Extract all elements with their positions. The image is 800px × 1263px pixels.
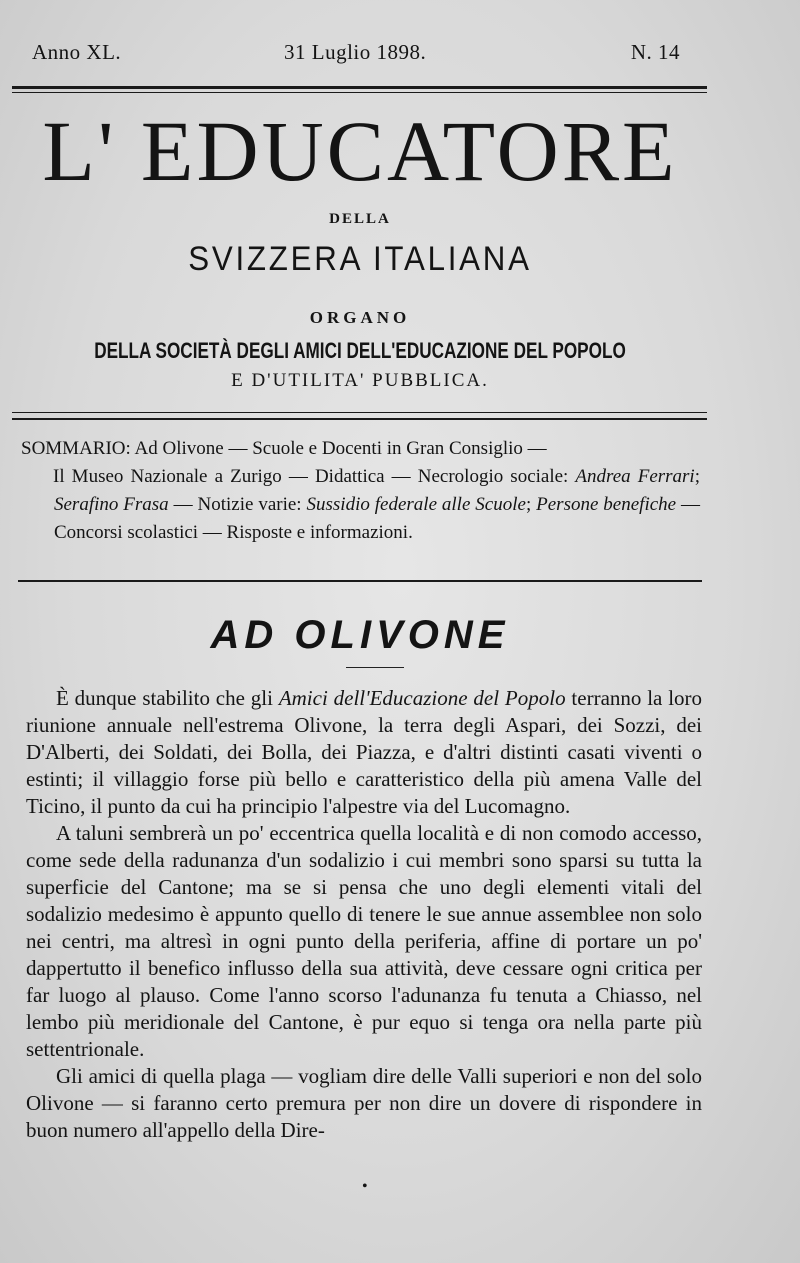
summary-line-1-text: Ad Olivone — Scuole e Docenti in Gran Consiglio — [134, 438, 547, 459]
newspaper-title: L' EDUCATORE [42, 103, 678, 199]
p1-rest: terranno la loro riunione annuale nell'estrema Olivone, la terra degli Aspari, dei Sozzi, dei D'Alberti, dei Soldati, dei Bolla, dei Piazza, e d'altri distinti casati viventi o estinti; il villaggio forse più bello e caratteristico della più amena Valle del Ticino, il punto da cui ha principio l'alpestre via del Lucomagno. [26, 686, 703, 818]
summary-line-2: Il Museo Nazionale a Zurigo — Didattica — Necrologio sociale: [53, 466, 569, 487]
article-heading: AD OLIVONE [210, 613, 510, 657]
p1-italic: Amici dell'Educazione del Popolo [278, 686, 566, 710]
summary-persone: Persone benefiche [536, 494, 677, 515]
summary-rule [18, 580, 702, 582]
footer-mark: • [362, 1178, 368, 1195]
article-paragraph-1 [26, 685, 702, 820]
article-paragraph-3: Gli amici di quella plaga — vogliam dire delle Valli superiori e non del solo Olivone — si faranno certo premura per non dire un dovere di rispondere in buon numero all'appello della Dire- [26, 1064, 702, 1142]
p1-start: È dunque stabilito che gli [56, 686, 273, 710]
summary-tail: — Concorsi scolastici — Risposte e informazioni. [54, 494, 701, 543]
top-rule-thick [12, 86, 707, 89]
summary-sussidio: Sussidio federale alle Scuole [306, 494, 526, 515]
issue-number: N. 14 [630, 40, 680, 64]
top-rule-thin [12, 92, 707, 93]
issue-date: 31 Luglio 1898. [284, 40, 427, 64]
masthead-top-line [32, 40, 680, 72]
masthead-rule-upper [12, 412, 707, 413]
summary-continuation: Il Museo Nazionale a Zurigo — Didattica — Necrologio sociale: Andrea Ferrari; Serafino Frasa — Notizie varie: Sussidio federale alle Scuole; Persone benefiche — Concorsi scolastici — Risposte e informazioni. [53, 466, 701, 543]
heading-underline [346, 667, 404, 668]
volume-year: Anno XL. [32, 40, 122, 64]
masthead-rule-lower [12, 418, 707, 420]
article-paragraph-2: A taluni sembrerà un po' eccentrica quella località e di non comodo accesso, come sede della radunanza d'un sodalizio i cui membri sono sparsi su tutta la superficie del Cantone; ma se si pensa che uno degli elementi vitali del sodalizio medesimo è appunto quello di tenere le sue annue assemblee non solo nei centri, ma altresì in ogni punto della periferia, affine di portare un po' dappertutto il benefico influsso della sua attività, deve cessare ogni critica per far luogo al plauso. Come l'anno scorso l'adunanza fu tenuta a Chiasso, nel lembo più meridionale del Cantone, è pur equo si tenga ora nella parte più settentrionale. [26, 821, 702, 1061]
article-body [26, 685, 702, 1144]
summary-notizie: Notizie varie: [197, 494, 302, 515]
title-della: DELLA [329, 211, 391, 227]
utility-line: E D'UTILITA' PUBBLICA. [231, 370, 489, 391]
summary-block [22, 435, 700, 547]
society-name: DELLA SOCIETÀ DEGLI AMICI DELL'EDUCAZIONE DEL POPOLO [94, 338, 626, 363]
organo-label: ORGANO [309, 308, 411, 327]
summary-name-frasa: Serafino Frasa [54, 494, 169, 515]
summary-line-1 [22, 435, 700, 463]
summary-name-ferrari: Andrea Ferrari [575, 466, 695, 487]
newspaper-subtitle: SVIZZERA ITALIANA [188, 240, 532, 278]
summary-label: SOMMARIO: [21, 438, 131, 459]
